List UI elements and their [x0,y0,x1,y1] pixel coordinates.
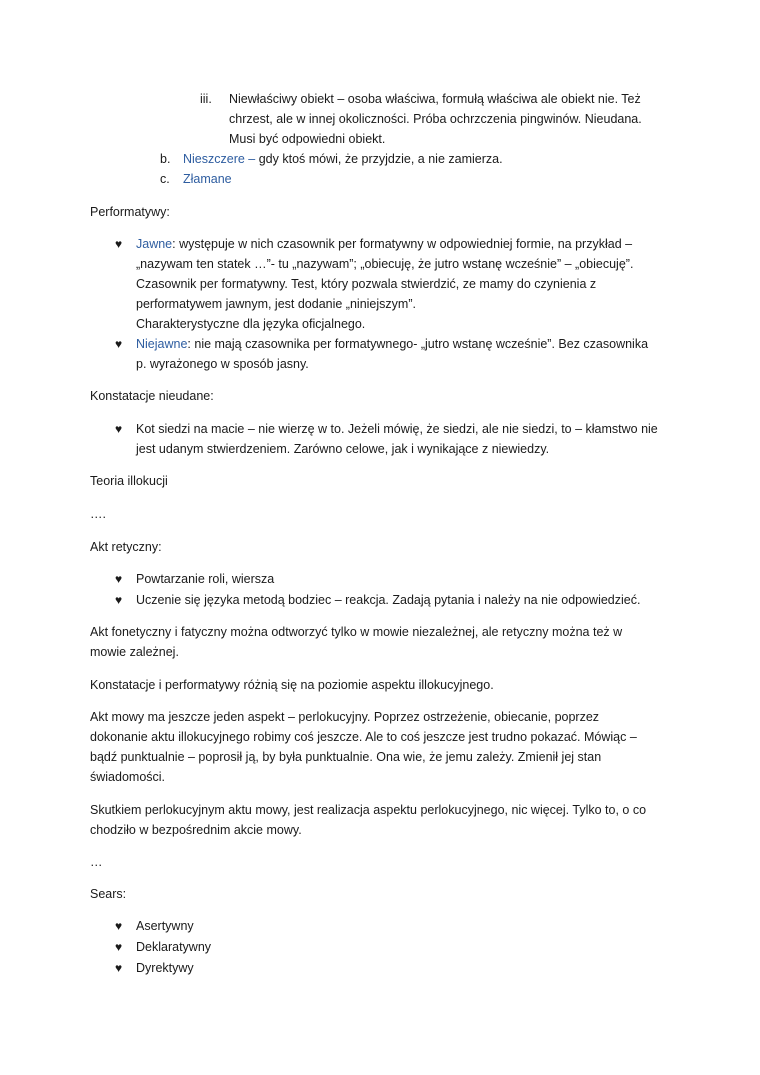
heading-konstatacje: Konstatacje nieudane: [90,389,214,403]
list-item-iii [229,89,689,149]
text-line: Kot siedzi na macie – nie wierzę w to. Jeżeli mówię, że siedzi, ale nie siedzi, to – kłamstwo nie [136,422,658,436]
text-line: dokonanie aktu illokucyjnego robimy coś jeszcze. Ale to coś jeszcze jest trudno pokazać. Mówiąc – [90,730,637,744]
text-line: Akt fonetyczny i fatyczny można odtworzyć tylko w mowie niezależnej, ale retyczny można też w [90,625,623,639]
list-item: Deklaratywny [136,940,212,954]
text-line: Jawne: występuje w nich czasownik per formatywny w odpowiedniej formie, na przykład – [136,237,633,251]
paragraph [90,800,670,840]
paragraph [90,675,670,695]
text-line: bądź punktualnie – poprosił ją, by była punktualnie. Ona wie, że jemu zależy. Zmienił jej stan [90,750,602,764]
heading-akt-retyczny: Akt retyczny: [90,540,162,554]
list-item: Powtarzanie roli, wiersza [136,572,275,586]
list-marker-iii: iii. [200,92,212,106]
bullet-heart-icon: ♥ [115,422,123,436]
text-line: „nazywam ten statek …”- tu „nazywam”; „obiecuję, że jutro wstanę wcześnie” – „obiecuję”. [136,257,634,271]
term-zlamane: Złamane [183,172,232,186]
text-line: Czasownik per formatywny. Test, który pozwala stwierdzić, ze mamy do czynienia z [136,277,597,291]
text-line: chrzest, ale w innej okoliczności. Próba ochrzczenia pingwinów. Nieudana. [229,112,642,126]
text-line: p. wyrażonego w sposób jasny. [136,357,309,371]
bullet-jawne [136,234,676,334]
bullet-heart-icon: ♥ [115,593,123,607]
heading-performatywy: Performatywy: [90,205,170,219]
list-item: Asertywny [136,919,194,933]
list-item-b-text: gdy ktoś mówi, że przyjdzie, a nie zamierza. [255,152,503,166]
text-line: Niejawne: nie mają czasownika per formatywnego- „jutro wstanę wcześnie”. Bez czasownika [136,337,649,351]
list-item: Dyrektywy [136,961,194,975]
bullet-heart-icon: ♥ [115,940,123,954]
text-line: jest udanym stwierdzeniem. Zarówno celowe, jak i wynikające z niewiedzy. [136,442,550,456]
bullet-heart-icon: ♥ [115,572,123,586]
heading-sears: Sears: [90,887,127,901]
bullet-heart-icon: ♥ [115,961,123,975]
bullet-heart-icon: ♥ [115,337,123,351]
paragraph [90,622,670,662]
term-nieszczere: Nieszczere – [183,152,256,166]
text-line: Akt mowy ma jeszcze jeden aspekt – perlokucyjny. Poprzez ostrzeżenie, obiecanie, poprzez [90,710,600,724]
paragraph [90,707,670,787]
text-line: Musi być odpowiedni obiekt. [229,132,386,146]
text-line: Skutkiem perlokucyjnym aktu mowy, jest realizacja aspektu perlokucyjnego, nic więcej. Tylko to, o co [90,803,647,817]
text-line: Charakterystyczne dla języka oficjalnego. [136,317,366,331]
heading-teoria: Teoria illokucji [90,474,168,488]
bullet-kot [136,419,676,459]
text-line: chodziło w bezpośrednim akcie mowy. [90,823,302,837]
text-line: mowie zależnej. [90,645,179,659]
list-item: Uczenie się języka metodą bodziec – reakcja. Zadają pytania i należy na nie odpowiedzieć. [136,593,641,607]
text-line: performatywem jawnym, jest dodanie „niniejszym”. [136,297,416,311]
term-niejawne: Niejawne [136,337,188,351]
bullet-heart-icon: ♥ [115,919,123,933]
ellipsis: …. [90,507,106,521]
term-jawne: Jawne [136,237,173,251]
bullet-heart-icon: ♥ [115,237,123,251]
bullet-niejawne [136,334,676,374]
ellipsis: … [90,855,103,869]
text-line: Konstatacje i performatywy różnią się na poziomie aspektu illokucyjnego. [90,678,494,692]
text-line: świadomości. [90,770,166,784]
list-marker-c: c. [160,172,170,186]
list-item-b [183,149,503,169]
text-line: Niewłaściwy obiekt – osoba właściwa, formułą właściwa ale obiekt nie. Też [229,92,641,106]
list-marker-b: b. [160,152,171,166]
